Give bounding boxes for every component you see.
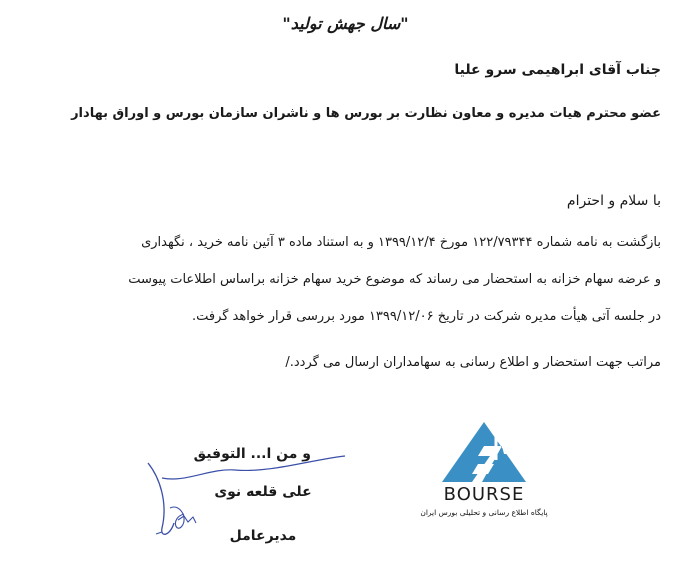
- logo-subtitle: پایگاه اطلاع رسانی و تحلیلی بورس ایران: [420, 508, 548, 517]
- body-line: در جلسه آتی هیأت مدیره شرکت در تاریخ ۱۳۹۹/۱۲/۰۶ مورد بررسی قرار خواهد گرفت.: [191, 309, 661, 324]
- signer-name: علی قلعه نوی: [214, 484, 312, 500]
- greeting: با سلام و احترام: [566, 193, 661, 209]
- signer-title: مدیرعامل: [229, 528, 297, 544]
- body-line: و عرضه سهام خزانه به استحضار می رساند که موضوع خرید سهام خزانه براساس اطلاعات پیوست: [128, 272, 661, 287]
- logo-word: BOURSE: [443, 484, 525, 505]
- recipient-name: جناب آقای ابراهیمی سرو علیا: [454, 62, 661, 78]
- body-line: بازگشت به نامه شماره ۱۲۲/۷۹۳۴۴ مورخ ۱۳۹۹/۱۲/۴ و به استناد ماده ۳ آئین نامه خرید ، نگهداری: [141, 235, 661, 250]
- body-line: مراتب جهت استحضار و اطلاع رسانی به سهامداران ارسال می گردد./: [285, 355, 661, 370]
- closing-phrase: و من ا... التوفیق: [193, 446, 311, 462]
- logo-mark-icon: [438, 420, 530, 484]
- recipient-title: عضو محترم هیات مدیره و معاون نظارت بر بورس ها و ناشران سازمان بورس و اوراق بهادار: [71, 106, 661, 121]
- motto: "سال جهش تولید": [282, 14, 409, 33]
- bourse-logo: [410, 420, 558, 530]
